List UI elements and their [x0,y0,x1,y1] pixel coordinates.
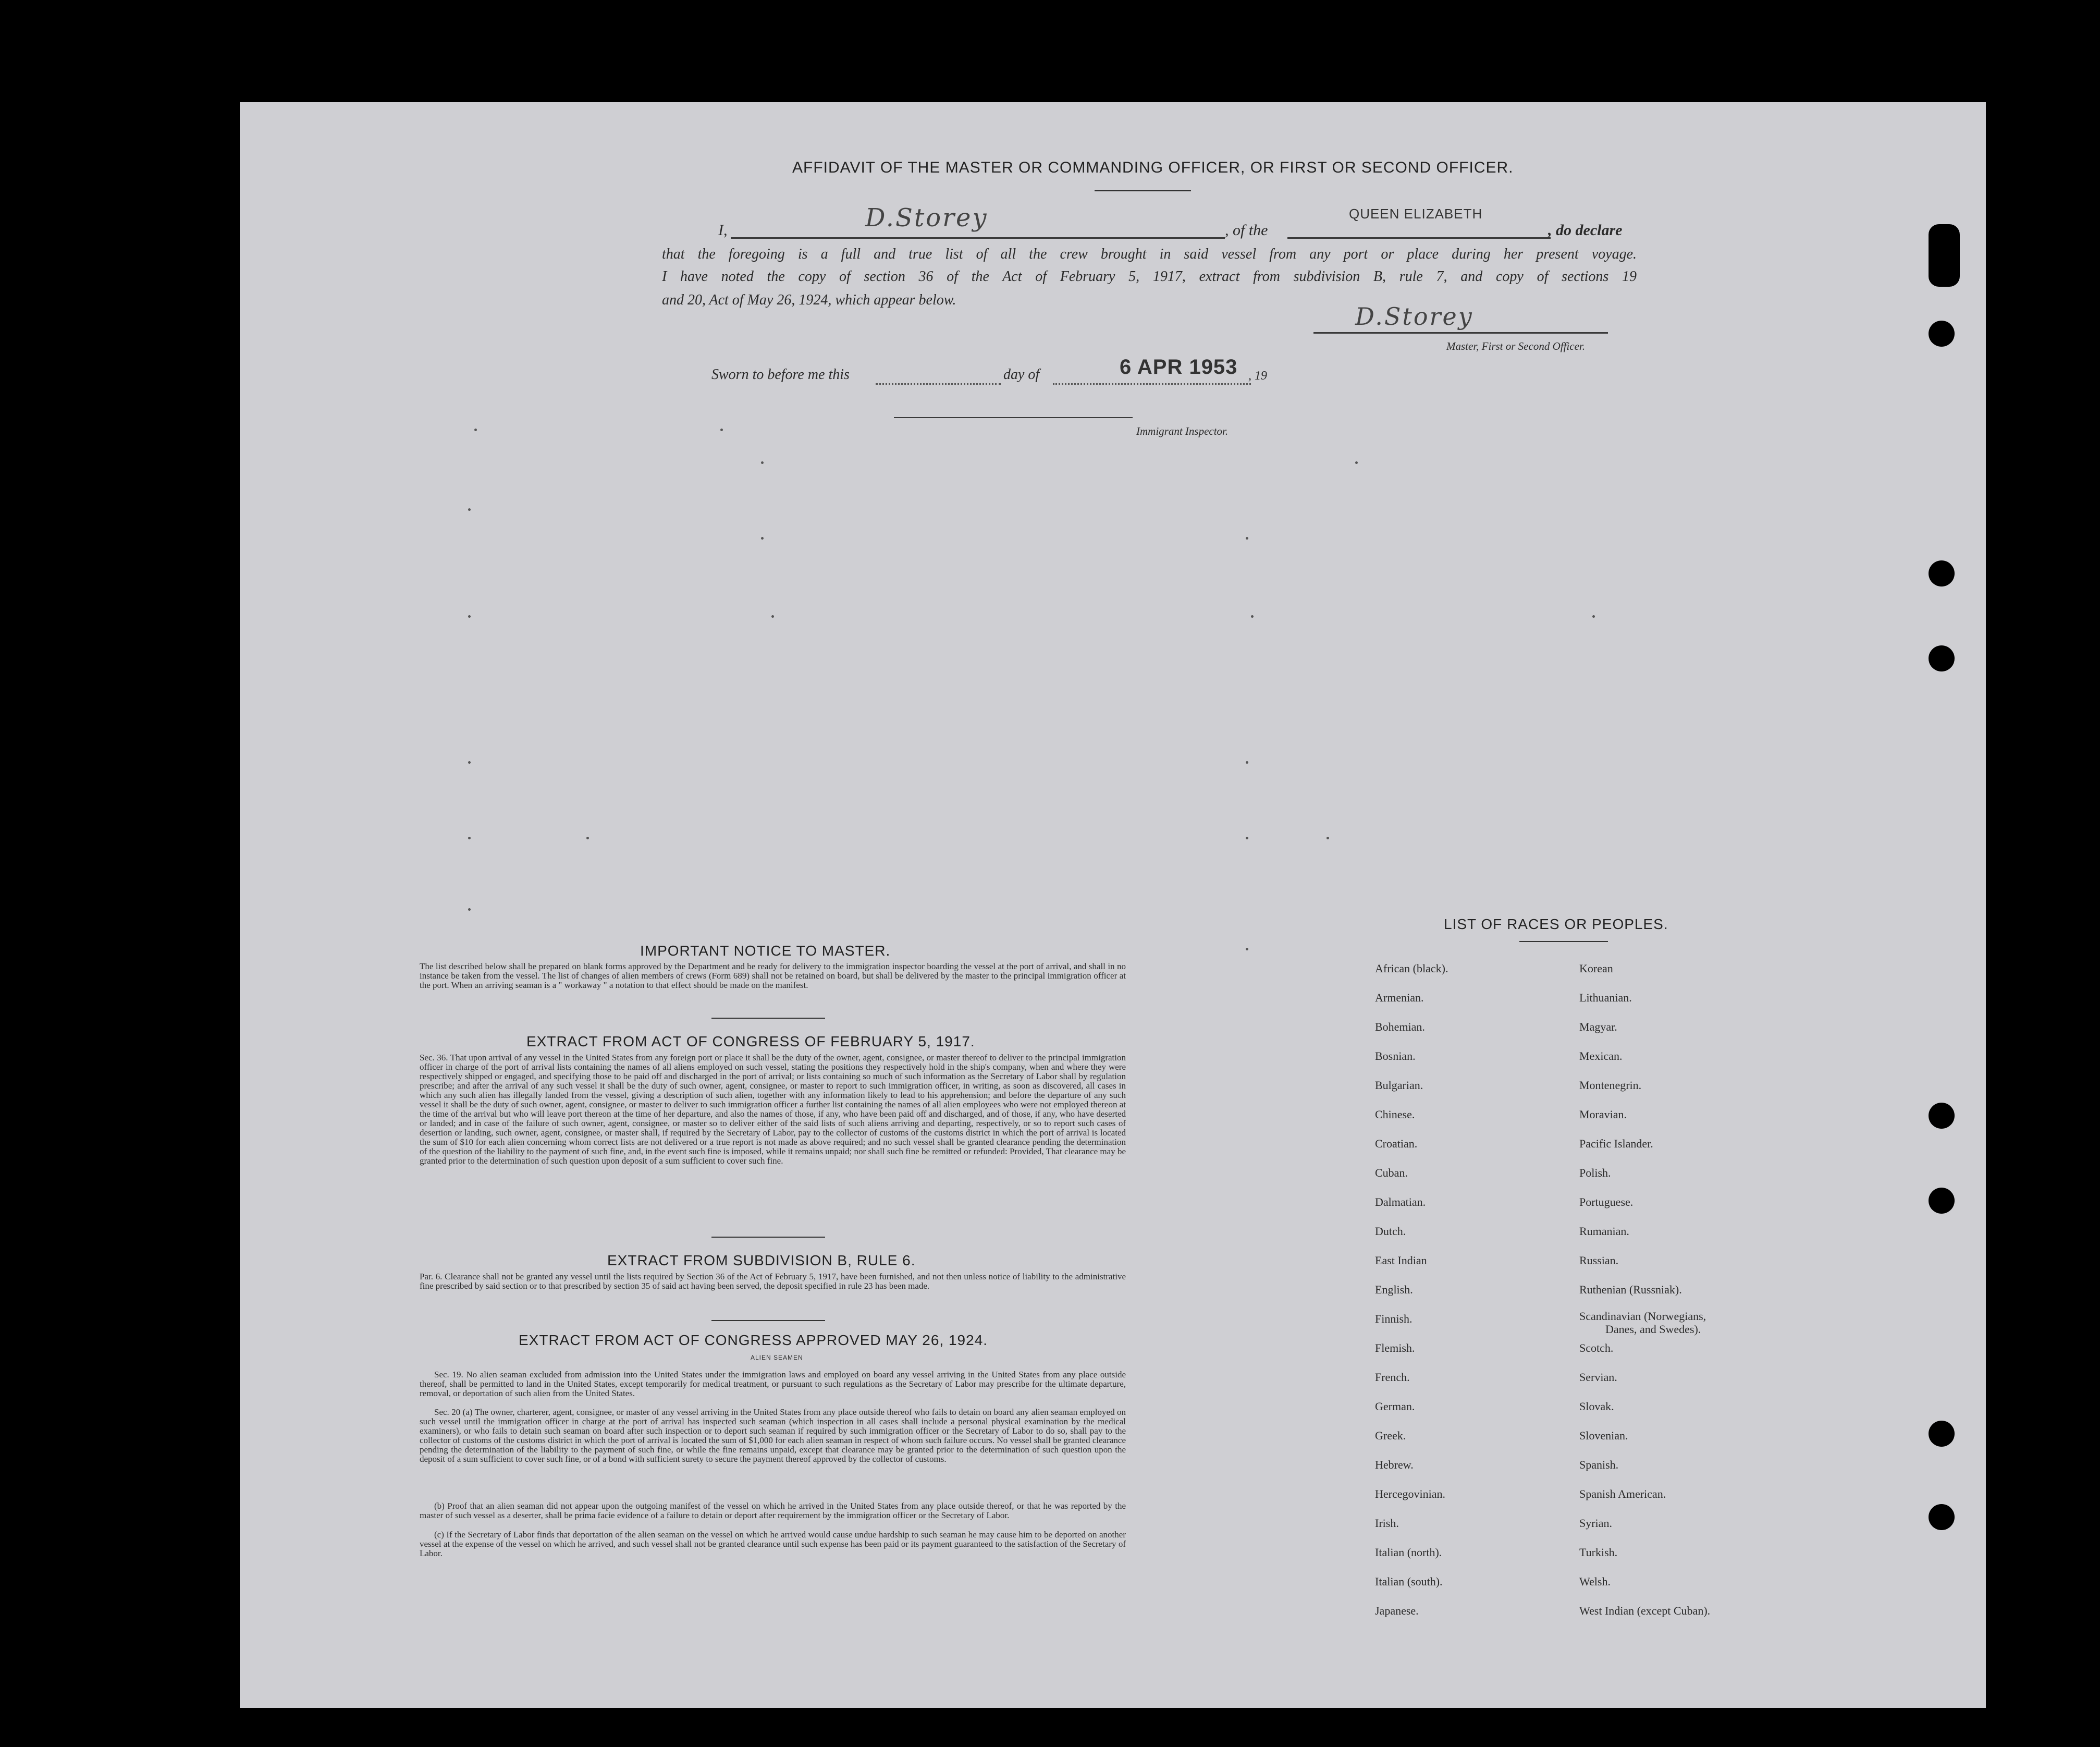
race-right-item: Ruthenian (Russniak). [1579,1283,1682,1296]
race-right-item: Turkish. [1579,1546,1618,1559]
extract-1924-title: EXTRACT FROM ACT OF CONGRESS APPROVED MAY 26, 1924. [519,1332,988,1348]
race-left-item: Italian (north). [1375,1546,1442,1559]
sworn-label: Sworn to before me this [711,366,850,383]
inspector-caption: Immigrant Inspector. [1136,425,1229,437]
punch-hole [1929,1504,1955,1530]
extract-1917-title: EXTRACT FROM ACT OF CONGRESS OF FEBRUARY 5, 1917. [526,1033,975,1049]
rule6-rule [711,1320,825,1321]
race-right-item: Rumanian. [1579,1225,1629,1238]
race-right-item: Welsh. [1579,1575,1611,1588]
column-dot [1246,537,1248,540]
document-sheet [240,102,1986,1708]
column-dot [474,429,477,431]
race-left-item: English. [1375,1283,1413,1296]
race-left-item: Bosnian. [1375,1049,1416,1062]
column-dot [1246,761,1248,764]
race-right-item: Korean [1579,962,1613,975]
notice-text: The list described below shall be prepared on blank forms approved by the Department and be ready for delivery to the immigration inspector boarding the vessel at the port of arrival, and shall in no instance be taken from the vessel. The list of changes of alien members of crews (Form 689) shall not be retained on board, but shall be delivered by the master to the principal immigration officer at the port. When an arriving seaman is a " workaway " a notation to that effect should be made on the manifest. [420,961,1126,990]
race-right-item: Montenegrin. [1579,1079,1642,1092]
affidavit-body-line2: I have noted the copy of section 36 of the Act of February 5, 1917, extract from subdivision B, rule 7, and copy of sections 19 [662,268,1637,285]
race-left-item: Irish. [1375,1517,1399,1530]
sec19-text: Sec. 19. No alien seaman excluded from admission into the United States under the immigration laws and employed on board any vessel arriving in the United States from any place outside thereof, shall be permitted to land in the United States, except temporarily for medical treatment, or pursuant to such regulations as the Secretary of Labor may prescribe for the ultimate departure, removal, or deportation of such alien from the United States. [420,1370,1126,1398]
race-right-item: Polish. [1579,1166,1611,1179]
race-left-item: Flemish. [1375,1341,1415,1354]
race-left-item: Hercegovinian. [1375,1487,1445,1500]
race-right-item-continuation: Danes, and Swedes). [1605,1323,1701,1336]
day-of-label: day of [1003,366,1040,383]
column-dot [468,761,471,764]
affidavit-body-line3: and 20, Act of May 26, 1924, which appear below. [662,292,956,308]
race-right-item: Pacific Islander. [1579,1137,1653,1150]
i-label: I, [718,222,728,239]
ship-line [1287,237,1551,239]
title-rule [1095,190,1191,191]
race-right-item: Portuguese. [1579,1195,1634,1208]
punch-hole [1929,560,1955,587]
name-line [731,237,1225,239]
alien-seamen-subtitle: ALIEN SEAMEN [751,1354,803,1361]
race-right-item: Spanish American. [1579,1487,1666,1500]
race-left-item: African (black). [1375,962,1448,975]
date-stamp: 6 APR 1953 [1120,356,1238,378]
notice-title: IMPORTANT NOTICE TO MASTER. [640,943,891,959]
year-prefix: , 19 [1248,369,1267,383]
race-right-item: Spanish. [1579,1458,1619,1471]
column-dot [1246,837,1248,839]
column-dot [771,615,774,618]
sec20b-text: (b) Proof that an alien seaman did not appear upon the outgoing manifest of the vessel on which he arrived in the United States from any place outside thereof, or that he was reported by the master of such vessel as a deserter, shall be prima facie evidence of a failure to detain or deport after requirement by the immigration officer or the Secretary of Labor. [420,1501,1126,1520]
race-right-item: Russian. [1579,1254,1619,1267]
ink-blot-mark [1929,224,1960,287]
sec20a-text: Sec. 20 (a) The owner, charterer, agent, consignee, or master of any vessel arriving in the United States from any place outside thereof who fails to detain on board any alien seaman employed on such vessel until the immigration officer in charge at the port of arrival has inspected such seaman (which inspection in all cases shall include a personal physical examination by the medical examiners), or who fails to detain such seaman on board after such inspection or to deport such seaman if required by such immigration officer or the Secretary of Labor to do so, shall pay to the collector of customs of the customs district in which the port of arrival is located the sum of $1,000 for each alien seaman in respect of whom such failure occurs. No vessel shall be granted clearance pending the determination of the liability to the payment of such fine, or while the fine remains unpaid, except that clearance may be granted prior to the determination of such question upon the deposit of a sum sufficient to cover such fine, or of a bond with sufficient surety to secure the payment thereof approved by the collector of customs. [420,1407,1126,1464]
ship-name-stamp: QUEEN ELIZABETH [1349,206,1483,222]
affidavit-body-line1: that the foregoing is a full and true list of all the crew brought in said vessel from any port or place during her present voyage. [662,246,1637,262]
notice-rule [711,1018,825,1019]
column-dot [1327,837,1329,839]
race-right-item: West Indian (except Cuban). [1579,1604,1711,1617]
column-dot [468,615,471,618]
column-dot [1355,461,1358,464]
punch-hole [1929,1421,1955,1447]
race-left-item: Greek. [1375,1429,1406,1442]
punch-hole [1929,1188,1955,1214]
master-signature-line [1313,332,1608,334]
punch-hole [1929,321,1955,347]
extract-1917-text: Sec. 36. That upon arrival of any vessel in the United States from any foreign port or place it shall be the duty of the owner, agent, consignee, or master thereof to deliver to the principal immigration officer in charge of the port of arrival lists containing the names of all aliens employed on such vessel, stating the positions they respectively hold in the ship's company, when and where they were respectively shipped or engaged, and specifying those to be paid off and discharged in the port of arrival; or lists containing so much of such information as the Secretary of Labor shall by regulation prescribe; and after the arrival of any such vessel it shall be the duty of such owner, agent, consignee, or master to report to such immigration officer, in writing, as soon as discovered, all cases in which any such alien has illegally landed from the vessel, giving a description of such alien, together with any information likely to lead to his apprehension; and before the departure of any such vessel it shall be the duty of such owner, agent, consignee, or master to deliver to such immigration officer a further list containing the names of all alien employees who were not employed thereon at the time of the arrival but who will leave port thereon at the time of her departure, and also the names of those, if any, who have been paid off and discharged, and of those, if any, who have deserted or landed; and in case of the failure of such owner, agent, consignee, or master so to deliver either of the said lists of such aliens arriving and departing, respectively, or so to report such cases of desertion or landing, such owner, agent, consignee, or master shall, if required by the Secretary of Labor, pay to the collector of customs of the customs district in which the port of arrival is located the sum of $10 for each alien concerning whom correct lists are not delivered or a true report is not made as above required; and no such vessel shall be granted clearance pending the determination of the question of the liability to the payment of such fine, and, in the event such fine is imposed, while it remains unpaid; nor shall such fine be remitted or refunded: Provided, That clearance may be granted prior to the determination of such question upon deposit of a sum sufficient to cover such fine. [420,1053,1126,1166]
race-left-item: East Indian [1375,1254,1427,1267]
column-dot [1251,615,1254,618]
race-left-item: Japanese. [1375,1604,1419,1617]
race-left-item: Bohemian. [1375,1020,1425,1033]
column-dot [1592,615,1595,618]
race-right-item: Servian. [1579,1371,1617,1384]
race-left-item: Finnish. [1375,1312,1413,1325]
races-rule [1519,941,1608,942]
column-dot [761,461,764,464]
column-dot [1246,948,1248,950]
race-right-item: Moravian. [1579,1108,1627,1121]
column-dot [468,837,471,839]
column-dot [468,508,471,511]
column-dot [720,429,723,431]
race-left-item: Dutch. [1375,1225,1406,1238]
race-left-item: French. [1375,1371,1410,1384]
race-right-item: Scotch. [1579,1341,1614,1354]
race-left-item: Dalmatian. [1375,1195,1426,1208]
race-left-item: Armenian. [1375,991,1424,1004]
rule6-text: Par. 6. Clearance shall not be granted any vessel until the lists required by Section 36 of the Act of February 5, 1917, have been furnished, and not then unless notice of liability to the administrative fine prescribed by said section or to that prescribed by section 35 of said act having been served, the deposit specified in rule 23 has been made. [420,1272,1126,1291]
master-signature-handwritten: D.Storey [1355,302,1473,331]
inspector-signature-line [894,417,1133,418]
race-left-item: German. [1375,1400,1415,1413]
column-dot [761,537,764,540]
sec20c-text: (c) If the Secretary of Labor finds that deportation of the alien seaman on the vessel on which he arrived would cause undue hardship to such seaman he may cause him to be deported on another vessel at the expense of the vessel on which he arrived, and such vessel shall not be granted clearance until such expense has been paid or its payment guaranteed to the satisfaction of the Secretary of Labor. [420,1530,1126,1558]
punch-hole [1929,1103,1955,1129]
race-left-item: Italian (south). [1375,1575,1443,1588]
races-title: LIST OF RACES OR PEOPLES. [1444,916,1668,932]
race-right-item: Syrian. [1579,1517,1612,1530]
race-left-item: Bulgarian. [1375,1079,1423,1092]
column-dot [468,908,471,911]
race-right-item: Scandinavian (Norwegians, [1579,1310,1706,1323]
officer-signature-handwritten: D.Storey [865,203,988,233]
race-left-item: Cuban. [1375,1166,1408,1179]
race-left-item: Hebrew. [1375,1458,1414,1471]
column-dot [586,837,589,839]
affidavit-title: AFFIDAVIT OF THE MASTER OR COMMANDING OFFICER, OR FIRST OR SECOND OFFICER. [792,159,1514,176]
race-right-item: Lithuanian. [1579,991,1632,1004]
race-right-item: Mexican. [1579,1049,1623,1062]
master-caption: Master, First or Second Officer. [1446,340,1585,352]
race-right-item: Slovenian. [1579,1429,1628,1442]
sworn-month-line [1053,383,1251,385]
extract-1917-rule [711,1237,825,1238]
rule6-title: EXTRACT FROM SUBDIVISION B, RULE 6. [607,1252,916,1268]
race-right-item: Magyar. [1579,1020,1617,1033]
punch-hole [1929,645,1955,671]
do-declare-label: , do declare [1548,222,1623,239]
race-right-item: Slovak. [1579,1400,1614,1413]
race-left-item: Croatian. [1375,1137,1418,1150]
of-the-label: , of the [1225,222,1268,239]
sworn-day-line [876,383,1001,385]
race-left-item: Chinese. [1375,1108,1415,1121]
